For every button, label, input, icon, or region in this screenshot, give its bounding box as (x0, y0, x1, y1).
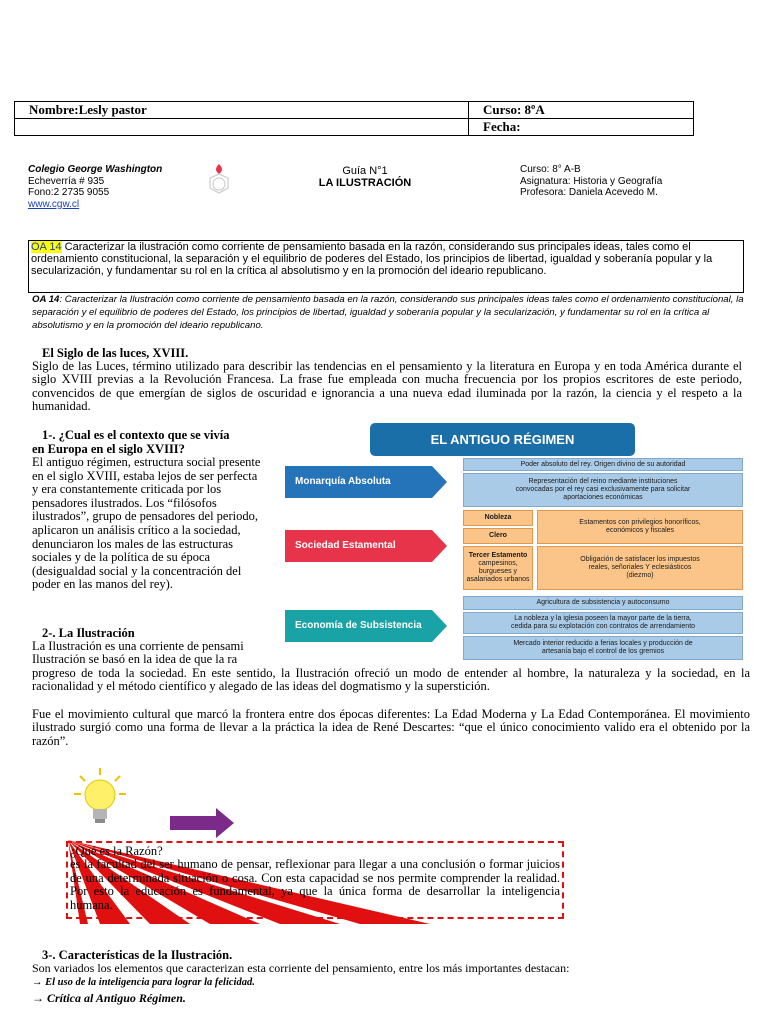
oa-tag: OA 14 (31, 241, 62, 253)
intro-paragraph: Siglo de las Luces, término utilizado para describir las tendencias en el pensamiento y la literatura en Europa y en toda América durante el siglo XVIII previas a la Revolución Francesa. La frase fue empleada con mucha frecuencia por los propios escritores de este periodo, convencidos de que emergían de siglos de oscuridad e ignorancia a una nueva edad iluminada por la razón, la ciencia y el respeto a la humanidad. (32, 359, 742, 414)
lightbulb-icon (72, 766, 128, 828)
oa-objective-italic (32, 293, 744, 333)
cell-economia-1: Agricultura de subsistencia y autoconsumo (463, 596, 743, 610)
oa-text: Caracterizar la ilustración como corriente de pensamiento basada en la razón, considerando sus principales ideas, tales como el ordenamiento constitucional, la separación y el equilibrio de poderes del Estado, los principios de libertad, igualdad y soberanía popular y la secularización, y fundamentar su rol en la crítica al absolutismo y en la promoción del ideario republicano. (31, 241, 713, 277)
purple-arrow-icon (170, 808, 236, 838)
cell-tercer-estamento (463, 546, 533, 590)
school-address: Echeverría # 935 (28, 175, 105, 187)
razon-question: ¿Qué es la Razón? (70, 844, 163, 858)
section2-line1: La Ilustración es una corriente de pensami (32, 639, 244, 653)
cell-tercer-desc: Obligación de satisfacer los impuestos reales, señoriales Y eclesiásticos (diezmo) (537, 546, 743, 590)
section3-paragraph: Son variados los elementos que caracterizan esta corriente del pensamiento, entre los más importantes destacan: (32, 961, 570, 975)
school-logo-icon (204, 162, 234, 198)
section3-heading: 3-. Características de la Ilustración. (42, 948, 233, 962)
section1-heading-line1: 1-. ¿Cual es el contexto que se vivía (42, 428, 230, 442)
school-website-link[interactable]: www.cgw.cl (28, 198, 80, 210)
school-info (28, 164, 198, 210)
course-info (520, 164, 720, 199)
school-name: Colegio George Washington (28, 164, 163, 175)
razon-text: es la facultad del ser humano de pensar, reflexionar para llegar a una conclusión o formar juicios de una determinada situación o cosa. Con esta capacidad se nos permite comprender la realidad. Por esto la educación es fundamental, ya que la única forma de desarrollar la inteligencia humana. (70, 857, 560, 912)
teacher-label: Profesora: Daniela Acevedo M. (520, 187, 658, 198)
section2-paragraph2: Fue el movimiento cultural que marcó la frontera entre dos épocas diferentes: La Edad Moderna y La Edad Contemporánea. El movimiento ilustrado surgió como una forma de llevar a la práctica la idea de René Descartes: “que el único conocimiento valido era el obtenido por la razón”. (32, 707, 750, 748)
course-label: Curso: 8° A-B (520, 164, 581, 175)
cell-economia-3: Mercado interior reducido a ferias locales y producción de artesanía bajo el control de los gremios (463, 636, 743, 660)
oa-objective-box (28, 240, 744, 293)
tercer-members: campesinos, burgueses y asalariados urbanos (466, 560, 530, 583)
diagram-title: EL ANTIGUO RÉGIMEN (370, 423, 635, 456)
section1-heading-line2: en Europa en el siglo XVIII? (32, 442, 185, 456)
guide-header (300, 165, 430, 189)
cell-monarquia-1: Poder absoluto del rey. Origen divino de su autoridad (463, 458, 743, 471)
cell-monarquia-2: Representación del reino mediante instituciones convocadas por el rey casi exclusivamente para solicitar aportaciones económicas (463, 473, 743, 507)
section2-paragraph: progreso de toda la sociedad. En este sentido, la Ilustración ofreció un modo de entender al hombre, la naturaleza y la sociedad, en la racionalidad y el método científico y alegado de las ideas del dogmatismo y la superstición. (32, 666, 750, 694)
student-info-table (14, 101, 694, 136)
student-course-cell: Curso: 8ºA (469, 102, 694, 119)
section2-heading: 2-. La Ilustración (42, 626, 135, 640)
cell-economia-2: La nobleza y la iglesia poseen la mayor parte de la tierra, cedida para su explotación con contratos de arrendamiento (463, 612, 743, 634)
cell-nobleza-desc: Estamentos con privilegios honoríficos, económicos y fiscales (537, 510, 743, 544)
date-cell: Fecha: (469, 119, 694, 136)
razon-definition-box (66, 841, 564, 919)
school-phone: Fono:2 2735 9055 (28, 187, 110, 198)
antiguo-regimen-diagram (277, 418, 755, 668)
guide-number: Guía N°1 (342, 165, 388, 177)
oa-italic-text: : Caracterizar la Ilustración como corriente de pensamiento basada en la razón, considerando sus principales ideas tales como el ordenamiento constitucional, la separación y el equilibrio de poderes del Estado, los principios de libertad, igualdad y soberanía popular y la secularización, y fundamentar su rol en la crítica al absolutismo y en la promoción del ideario republicano. (32, 294, 744, 332)
arrow-sociedad-label: Sociedad Estamental (295, 540, 396, 551)
arrow-monarquia-label: Monarquía Absoluta (295, 476, 391, 487)
subject-label: Asignatura: Historia y Geografía (520, 175, 663, 187)
blank-cell (15, 119, 469, 136)
section3-item1: → El uso de la inteligencia para lograr la felicidad. (32, 977, 255, 988)
oa-italic-tag: OA 14 (32, 294, 60, 305)
section2-line2: Ilustración se basó en la idea de que la ra (32, 652, 238, 666)
intro-heading: El Siglo de las luces, XVIII. (42, 346, 189, 360)
section1-paragraph: El antiguo régimen, estructura social presente en el siglo XVIII, estaba lejos de ser perfecta y era constantemente criticada por los pensadores ilustrados. Los “filósofos ilustrados”, grupo de pensadores del periodo, aplicaron un análisis crítico a la sociedad, denunciaron los males de las estructuras sociales y de la política de su época (desigualdad social y la concentración del poder en las manos del rey). (32, 455, 261, 592)
cell-clero: Clero (463, 528, 533, 544)
student-name-cell: Nombre:Lesly pastor (15, 102, 469, 119)
section1-heading (32, 428, 272, 456)
cell-nobleza: Nobleza (463, 510, 533, 526)
section3-item2: → Crítica al Antiguo Régimen. (32, 991, 186, 1005)
guide-title: LA ILUSTRACIÓN (318, 177, 412, 189)
tercer-title: Tercer Estamento (468, 552, 528, 559)
arrow-economia-label: Economía de Subsistencia (295, 620, 422, 631)
